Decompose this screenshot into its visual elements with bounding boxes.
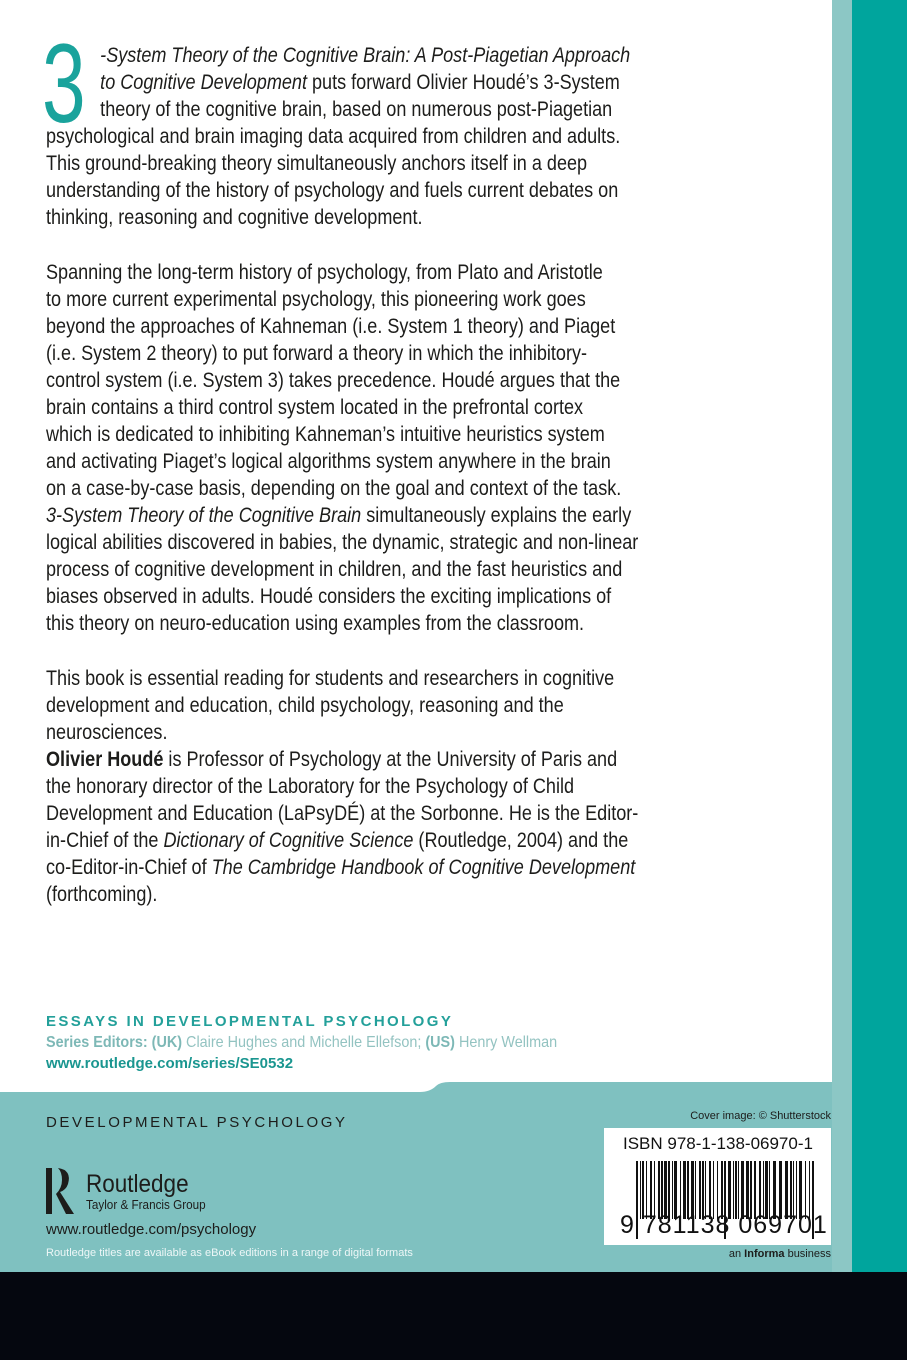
description-paragraph	[46, 259, 803, 637]
text-line: neurosciences.	[46, 721, 168, 744]
text-line: psychological and brain imaging data acquired from children and adults.	[46, 125, 621, 148]
text: (Routledge, 2004) and the	[413, 829, 629, 852]
text: is Professor of Psychology at the University of Paris and	[163, 748, 618, 771]
author-name: Olivier Houdé	[46, 748, 164, 771]
label: Series Editors:	[46, 1034, 148, 1051]
text-line: brain contains a third control system located in the prefrontal cortex	[46, 396, 584, 419]
text-line: which is dedicated to inhibiting Kahneman’s intuitive heuristics system	[46, 423, 605, 446]
drop-cap: 3	[42, 21, 86, 146]
label: (US)	[425, 1034, 455, 1051]
text-line: on a case-by-case basis, depending on the goal and context of the task.	[46, 477, 622, 500]
text-line: biases observed in adults. Houdé considers the exciting implications of	[46, 585, 612, 608]
text: Informa	[744, 1248, 785, 1260]
text: an	[728, 1248, 745, 1260]
barcode	[604, 1128, 831, 1245]
text-line: development and education, child psychology, reasoning and the	[46, 694, 564, 717]
text-line: Development and Education (LaPsyDÉ) at the Sorbonne. He is the Editor-	[46, 802, 639, 825]
text: co-Editor-in-Chief of	[46, 856, 212, 879]
text: Henry Wellman	[454, 1034, 558, 1051]
text-line: and activating Piaget’s logical algorithms system anywhere in the brain	[46, 450, 611, 473]
routledge-logo-icon	[46, 1166, 80, 1216]
text-line: logical abilities discovered in babies, the dynamic, strategic and non-linear	[46, 531, 639, 554]
publisher-url[interactable]: www.routledge.com/psychology	[46, 1221, 257, 1238]
text-line: (i.e. System 2 theory) to put forward a theory in which the inhibitory-	[46, 342, 588, 365]
isbn: ISBN 978-1-138-06970-1	[623, 1134, 813, 1153]
text: in-Chief of the	[46, 829, 164, 852]
barcode-digits: 9 781138 069701	[620, 1211, 828, 1239]
book-subtitle: to Cognitive Development	[100, 71, 307, 94]
text-line: this theory on neuro-education using examples from the classroom.	[46, 612, 585, 635]
informa-tagline	[729, 1248, 831, 1260]
intro-paragraph	[46, 42, 803, 231]
publisher-group: Taylor & Francis Group	[86, 1196, 206, 1212]
spine-strip-dark	[852, 0, 907, 1272]
bottom-black-bar	[0, 1272, 907, 1360]
series-url[interactable]: www.routledge.com/series/SE0532	[46, 1055, 294, 1072]
audience-paragraph	[46, 665, 803, 746]
text-line: control system (i.e. System 3) takes precedence. Houdé argues that the	[46, 369, 621, 392]
cover-credit: Cover image: © Shutterstock	[690, 1110, 831, 1122]
publisher-name: Routledge	[86, 1169, 189, 1198]
text-line: the honorary director of the Laboratory for the Psychology of Child	[46, 775, 575, 798]
label: (UK)	[151, 1034, 183, 1051]
text-line: (forthcoming).	[46, 883, 158, 906]
series-editors	[46, 1034, 557, 1052]
ebook-note: Routledge titles are available as eBook editions in a range of digital formats	[46, 1247, 413, 1259]
text-line: understanding of the history of psychology and fuels current debates on	[46, 179, 619, 202]
series-info	[46, 1013, 614, 1072]
text: puts forward Olivier Houdé’s 3-System	[306, 71, 620, 94]
text-line: This ground-breaking theory simultaneously anchors itself in a deep	[46, 152, 588, 175]
book-title: The Cambridge Handbook of Cognitive Development	[211, 856, 636, 879]
text-line: Spanning the long-term history of psychology, from Plato and Aristotle	[46, 261, 603, 284]
routledge-logo	[46, 1166, 219, 1216]
text-line: theory of the cognitive brain, based on numerous post-Piagetian	[100, 98, 613, 121]
text: business	[784, 1248, 831, 1260]
text-line: thinking, reasoning and cognitive development.	[46, 206, 423, 229]
book-title: 3-System Theory of the Cognitive Brain	[46, 504, 362, 527]
book-title: -System Theory of the Cognitive Brain: A Post-Piagetian Approach	[100, 44, 631, 67]
series-title: ESSAYS IN DEVELOPMENTAL PSYCHOLOGY	[46, 1013, 454, 1030]
text: simultaneously explains the early	[361, 504, 632, 527]
text: Claire Hughes and Michelle Ellefson;	[182, 1034, 426, 1051]
text-line: to more current experimental psychology, this pioneering work goes	[46, 288, 586, 311]
subject-label: DEVELOPMENTAL PSYCHOLOGY	[46, 1114, 348, 1131]
book-title: Dictionary of Cognitive Science	[163, 829, 414, 852]
author-bio	[46, 746, 803, 908]
text-line: process of cognitive development in children, and the fast heuristics and	[46, 558, 623, 581]
text-line: beyond the approaches of Kahneman (i.e. System 1 theory) and Piaget	[46, 315, 616, 338]
text-line: This book is essential reading for students and researchers in cognitive	[46, 667, 615, 690]
